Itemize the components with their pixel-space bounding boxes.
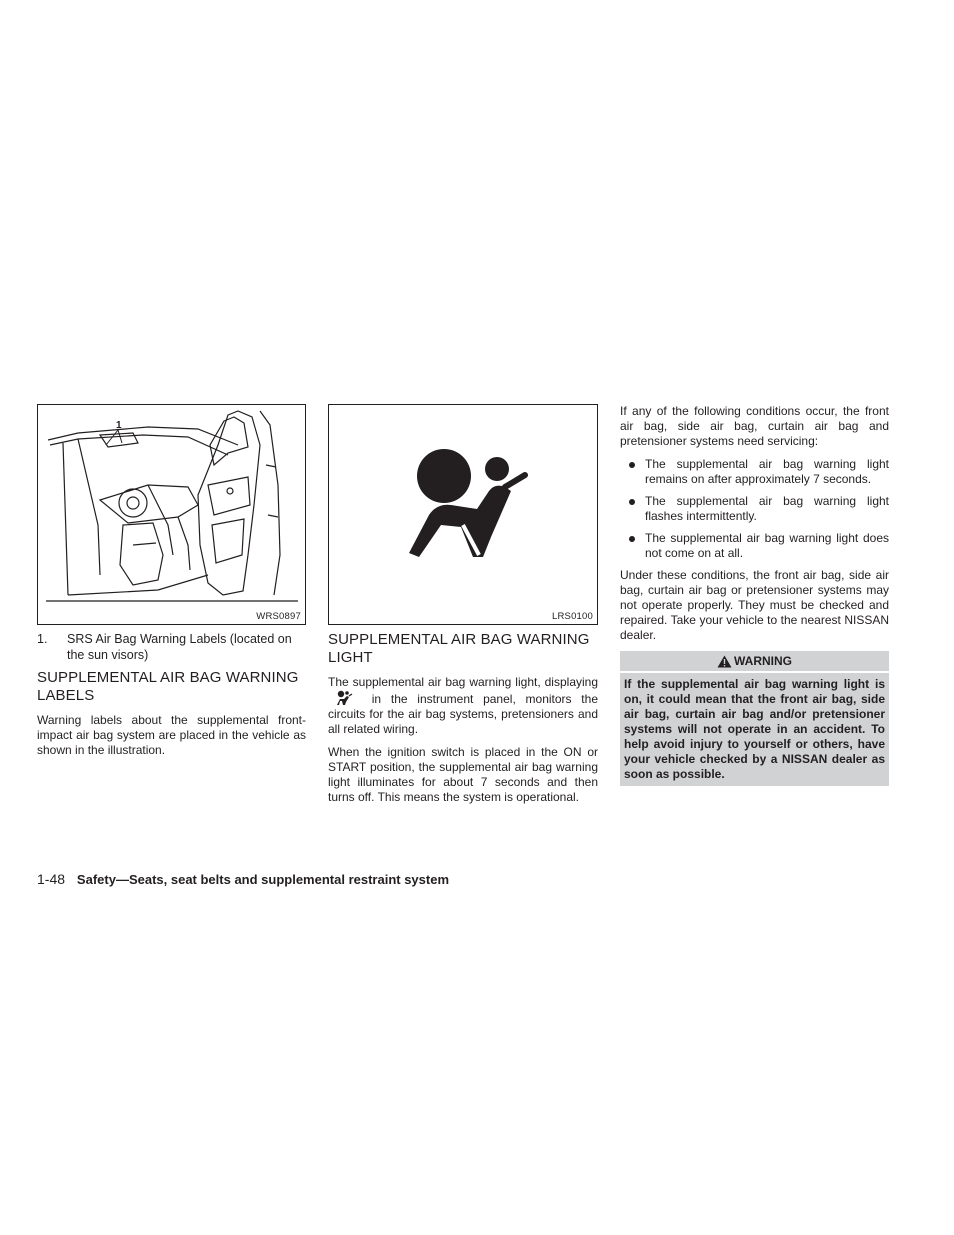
warning-title: WARNING [734, 654, 792, 668]
page-number: 1-48 [37, 871, 66, 887]
column-2 [328, 404, 598, 813]
warning-header [620, 651, 889, 673]
list-item-text: The supplemental air bag warning light does not come on at all. [645, 531, 889, 560]
column-1 [37, 404, 306, 766]
list-item [620, 494, 889, 524]
list-item [620, 531, 889, 561]
figure-code: LRS0100 [551, 611, 593, 622]
car-interior-figure [37, 404, 306, 625]
body-paragraph-2: When the ignition switch is placed in the ON or START position, the supplemental air bag warning light illuminates for about 7 seconds and then turns off. This means the system is operational. [328, 745, 598, 804]
column-3 [620, 404, 889, 786]
bullet-icon [629, 499, 635, 505]
page-footer [37, 871, 449, 887]
body-paragraph: Under these conditions, the front air bag, side air bag, curtain air bag or pretensioner systems may not operate properly. They must be checked and repaired. Take your vehicle to the nearest NISSAN dealer. [620, 568, 889, 642]
body-paragraph: Warning labels about the supplemental front-impact air bag system are placed in the vehicle as shown in the illustration. [37, 713, 306, 757]
callout-number: 1 [116, 420, 122, 431]
intro-paragraph: If any of the following conditions occur, the front air bag, side air bag, curtain air bag and pretensioner systems need servicing: [620, 404, 889, 448]
figure-code: WRS0897 [256, 611, 301, 622]
warning-text: If the supplemental air bag warning light is on, it could mean that the front air bag, side air bag, curtain air bag and/or pretensioner systems will not operate in an accident. To help avoid injury to yourself or others, have your vehicle checked by a NISSAN dealer as soon as possible. [624, 677, 885, 781]
caption-number: 1. [37, 632, 48, 646]
chapter-title: Safety—Seats, seat belts and supplemental restraint system [76, 872, 450, 887]
body-paragraph-1 [328, 675, 598, 737]
warning-triangle-icon [717, 655, 732, 668]
para-text-after-icon: in the instrument panel, monitors the circuits for the air bag systems, pretensioners and all related wiring. [328, 692, 598, 736]
bullet-icon [629, 536, 635, 542]
section-heading: SUPPLEMENTAL AIR BAG WARNING LABELS [37, 669, 299, 704]
section-heading: SUPPLEMENTAL AIR BAG WARNING LIGHT [328, 631, 590, 666]
para-text-before-icon: The supplemental air bag warning light, displaying [328, 675, 598, 689]
list-item-text: The supplemental air bag warning light flashes intermittently. [645, 494, 889, 523]
figure-caption [37, 631, 306, 663]
airbag-light-figure [328, 404, 598, 625]
condition-list [620, 457, 889, 561]
bullet-icon [629, 462, 635, 468]
airbag-warning-symbol [329, 405, 597, 624]
list-item-text: The supplemental air bag warning light remains on after approximately 7 seconds. [645, 457, 889, 486]
airbag-warning-icon [334, 690, 356, 706]
car-interior-illustration [38, 405, 305, 624]
warning-box [620, 651, 889, 786]
caption-text: SRS Air Bag Warning Labels (located on the sun visors) [67, 632, 292, 662]
list-item [620, 457, 889, 487]
